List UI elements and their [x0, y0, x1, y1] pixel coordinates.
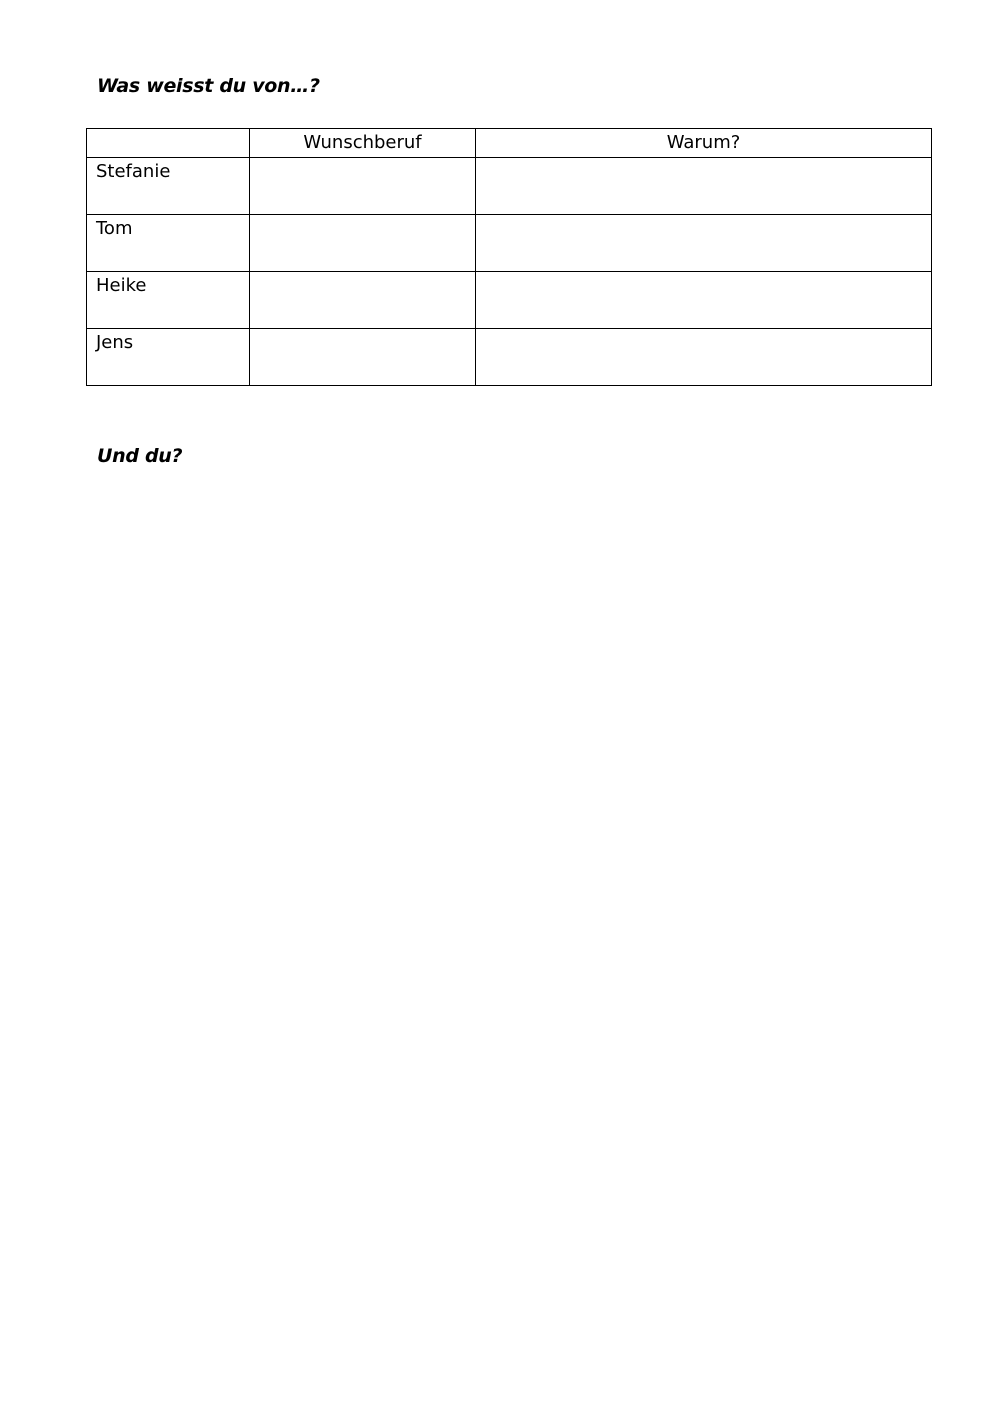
section-heading-was-weisst-du-von: Was weisst du von…? — [97, 75, 320, 97]
warum-answer-cell[interactable] — [476, 158, 932, 215]
warum-answer-cell[interactable] — [476, 272, 932, 329]
header-cell-warum: Warum? — [476, 129, 932, 158]
warum-answer-cell[interactable] — [476, 329, 932, 386]
row-name-cell: Stefanie — [87, 158, 250, 215]
row-name-cell: Tom — [87, 215, 250, 272]
warum-answer-cell[interactable] — [476, 215, 932, 272]
section-heading-und-du: Und du? — [97, 445, 183, 467]
wunschberuf-answer-cell[interactable] — [250, 215, 476, 272]
header-cell-name — [87, 129, 250, 158]
table-row — [87, 329, 932, 386]
wunschberuf-answer-cell[interactable] — [250, 272, 476, 329]
table-row — [87, 272, 932, 329]
wunschberuf-table — [86, 128, 932, 386]
wunschberuf-answer-cell[interactable] — [250, 329, 476, 386]
table-header-row — [87, 129, 932, 158]
table-row — [87, 215, 932, 272]
header-cell-wunschberuf: Wunschberuf — [250, 129, 476, 158]
row-name-cell: Heike — [87, 272, 250, 329]
row-name-cell: Jens — [87, 329, 250, 386]
table-row — [87, 158, 932, 215]
wunschberuf-answer-cell[interactable] — [250, 158, 476, 215]
